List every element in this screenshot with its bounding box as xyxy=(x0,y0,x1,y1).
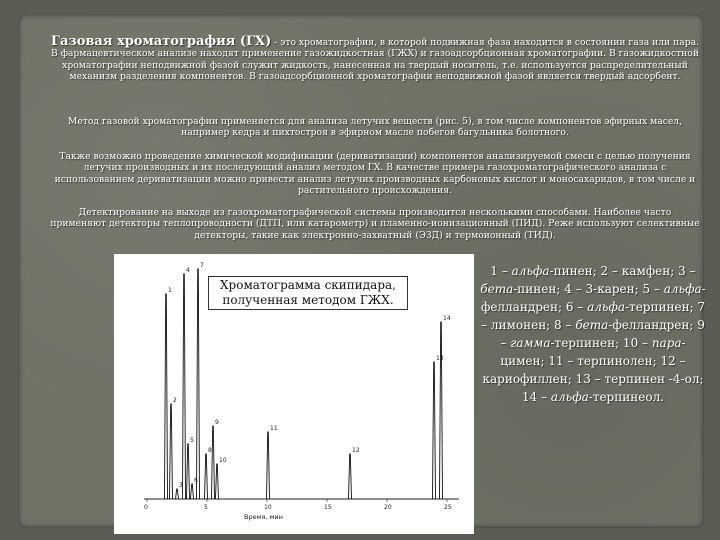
chromatogram-peak xyxy=(191,484,194,499)
peak-number-label: 14 xyxy=(443,315,451,322)
intro-definition-text: - это хроматография, в которой подвижная фаза находится в состоянии газа или пара. В фармацевтическом анализе находят применение газожидкостная (ГЖХ) и газоадсорбционная хроматографии. В газожидкостной хроматографии неподвижной фазой служит жидкость, нанесенная на твердый носитель, т.е. используется распределительный механизм разделения компонентов. В газоадсорбционной хроматографии неподвижной фазой является твердый адсорбент. xyxy=(51,37,699,83)
x-tick-label: 15 xyxy=(324,504,332,511)
chromatogram-peak xyxy=(176,489,179,499)
x-tick-label: 10 xyxy=(264,504,272,511)
x-tick-label: 20 xyxy=(384,504,392,511)
chromatogram-figure xyxy=(114,254,474,534)
chromatogram-peak xyxy=(212,426,215,499)
peak-legend: 1 – альфа-пинен; 2 – камфен; 3 – бета-пинен; 4 – 3-карен; 5 – альфа-фелландрен; 6 – альфа-терпинен; 7 – лимонен; 8 – бета-фелландрен; 9 – гамма-терпинен; 10 – пара-цимен; 11 – терпинолен; 12 – кариофиллен; 13 – терпинен -4-ол; 14 – альфа-терпинеол. xyxy=(480,264,706,404)
chromatogram-peak xyxy=(205,454,208,499)
peak-number-label: 3 xyxy=(179,482,183,489)
chromatogram-caption: Хроматограмма скипидара, полученная методом ГЖХ. xyxy=(208,276,408,310)
method-paragraph: Метод газовой хроматографии применяется для анализа летучих веществ (рис. 5), в том числе компонентов эфирных масел, например кедра и пихтостроя в эфирном масле побегов багульника болотного. xyxy=(67,116,683,139)
x-axis-title: Время, мин xyxy=(244,513,283,521)
derivatization-paragraph: Также возможно проведение химической модификации (дериватизации) компонентов анализируемой смеси с целью получения летучих производных и их последующий анализ методом ГХ. В качестве примера газохроматографического анализа с использованием дериватизации можно привести анализ летучих производных карбоновых кислот и моносахаридов, в том числе и растительного происхождения. xyxy=(54,151,696,197)
x-tick-label: 5 xyxy=(204,504,208,511)
peak-number-label: 4 xyxy=(186,267,190,274)
peak-number-label: 12 xyxy=(352,447,360,454)
chromatogram-peak xyxy=(187,444,190,499)
peak-number-label: 2 xyxy=(173,397,177,404)
chromatogram-peak xyxy=(440,322,443,499)
chromatogram-peak xyxy=(349,454,352,499)
peak-number-label: 9 xyxy=(215,419,219,426)
chromatogram-peak xyxy=(433,362,436,499)
peak-number-label: 6 xyxy=(194,477,198,484)
chromatogram-peak xyxy=(216,464,219,499)
x-tick-label: 25 xyxy=(444,504,452,511)
x-tick-label: 0 xyxy=(144,504,148,511)
peak-number-label: 5 xyxy=(190,437,194,444)
detection-paragraph: Детектирование на выходе из газохроматографической системы производится несколькими способами. Наиболее часто применяют детекторы теплопроводности (ДТП, или катарометр) и пламенно-ионизационный (ПИД). Реже используют селективные детекторы, такие как электронно-захватный (ЭЗД) и термоионный (ТИД). xyxy=(50,207,700,241)
peak-number-label: 11 xyxy=(270,425,278,432)
intro-paragraph xyxy=(50,36,700,83)
peak-number-label: 10 xyxy=(219,457,227,464)
chromatogram-peak xyxy=(165,294,168,499)
chromatogram-peak xyxy=(197,269,200,499)
chromatogram-peak xyxy=(267,432,270,499)
slide-background xyxy=(18,14,704,528)
peak-number-label: 7 xyxy=(200,262,204,269)
chromatogram-peak xyxy=(170,404,173,499)
peak-number-label: 13 xyxy=(436,355,444,362)
gc-term-heading: Газовая хроматография (ГХ) xyxy=(51,34,272,49)
peak-number-label: 8 xyxy=(208,447,212,454)
chromatogram-peak xyxy=(183,274,186,499)
peak-number-label: 1 xyxy=(168,287,172,294)
